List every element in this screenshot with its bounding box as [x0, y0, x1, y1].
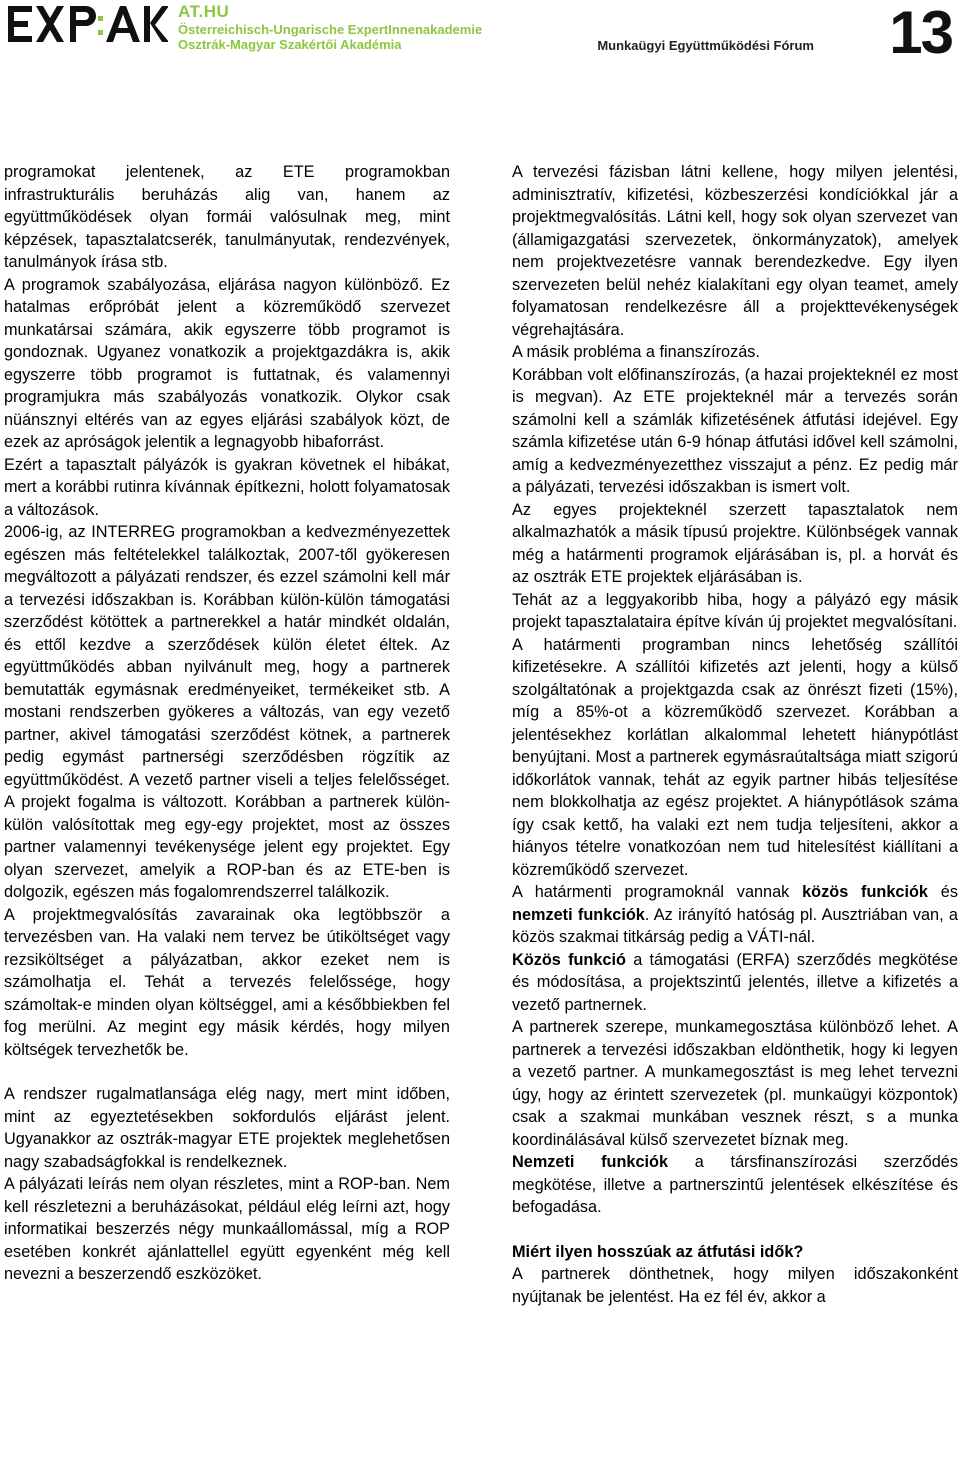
academy-name-hu: Osztrák-Magyar Szakértői Akadémia	[178, 37, 402, 52]
right-paragraph-10	[512, 1151, 958, 1219]
left-column	[4, 161, 450, 1286]
academy-name-de: Österreichisch-Ungarische ExpertInnenakademie	[178, 22, 483, 37]
right-paragraph-1: A tervezési fázisban látni kellene, hogy milyen jelentési, adminisztratív, kifizetési, közbeszerzési kondíciókkal jár a projektmegvalósítás. Látni kell, hogy sok olyan szervezet van (államigazgatási szervezetek, önkormányzatok), amelyek nem projektvezetésre vannak berendezkedve. Egy ilyen szervezeten belül nehéz kialakítani egy olyan teamet, amely folyamatosan rendelkezésre áll a projekttevékenységek végrehajtására.	[512, 163, 958, 339]
left-paragraph-7: A pályázati leírás nem olyan részletes, mint a ROP-ban. Nem kell részletezni a beruházásokat, például elég leírni azt, hogy informatikai beszerzés négy munkaállomással, míg a ROP esetében konkrét ajánlattellel együtt egyenként még kell nevezni a beszerzendő eszközöket.	[4, 1175, 450, 1283]
bold-term-national-functions: nemzeti funkciók	[512, 905, 645, 924]
forum-title: Munkaügyi Együttműködési Fórum	[597, 38, 814, 53]
right-paragraph-6: A határmenti programban nincs lehetőség szállítói kifizetésekre. A szállítói kifizetés azt jelenti, hogy a külső szolgáltatónak a projektgazda csak az önrészt fizeti (15%), míg a 85%-ot a közreműködő szervezet. Korábban a jelentésekhez korlátlan alkalommal lehetett hiánypótlást benyújtani. Most a partnerek egymásraútaltsága miatt szigorú időkorlátok vannak, tehát az egyik partner hibás teljesítése nem blokkolhatja az egész projektet. A hiánypótlások száma így csak kettő, ha valaki ezt nem tudja teljesíteni, akkor a hiányos tételre vonatkozóan nem tud hitelesítést kiállítani a közreműködő szervezet.	[512, 635, 958, 879]
question-heading: Miért ilyen hosszúak az átfutási idők?	[512, 1242, 804, 1261]
section-heading	[512, 1241, 958, 1264]
text-run: a társfinanszírozási szerződés megkötése, illetve a partnerszintű jelentések elkészítése és befogadása.	[512, 1153, 958, 1216]
left-paragraph-6: A rendszer rugalmatlansága elég nagy, mert mint időben, mint az egyeztetésekben sokfordulós eljárást jelent. Ugyanakkor az osztrák-magyar ETE projektek meglehetősen nagy szabadságfokkal is rendelkeznek.	[4, 1085, 450, 1171]
academy-title-block	[178, 2, 482, 52]
left-paragraph-4: 2006-ig, az INTERREG programokban a kedvezményezettek egészen más feltételekkel találkoztak, 2007-től gyökeresen megváltozott a pályázati rendszer, és ezzel számolni kell már a tervezési időszakban is. Korábban külön-külön támogatási szerződést kötöttek a partnerekkel a határ mindkét oldalán, és ettől kezdve a szerződések külön életet éltek. Az együttműködés abban nyilvánult meg, hogy a partnerek bemutatták egymásnak eredményeiket, termékeiket stb. A mostani rendszerben gyökeres a változás, van egy vezető partner, akivel támogatási szerződést kötnek, a partnerek pedig egymást partnerségi szerződésben rögzítik az együttműködést. A vezető partner viseli a teljes felelősséget. A projekt fogalma is változott. Korábban a partnerek külön-külön valósítottak meg egy-egy projektet, most az összes partner valamennyi tevékenysége jelent egy projektet. Egy olyan szervezet, amelyik a ROP-ban és az ETE-ben is dolgozik, egészen más fogalomrendszerrel találkozik.	[4, 523, 450, 901]
right-paragraph-7	[512, 881, 958, 949]
right-paragraph-2: A másik probléma a finanszírozás.	[512, 343, 760, 361]
bold-term-common-function: Közös funkció	[512, 950, 626, 969]
athu-label: AT.HU	[178, 2, 230, 21]
expak-logo-mark	[8, 4, 168, 44]
text-run: . Az irányító hatóság pl. Ausztriában van, a közös szakmai titkárság pedig a VÁTI-nál.	[512, 905, 958, 946]
right-paragraph-8	[512, 949, 958, 1017]
right-paragraph-11: A partnerek dönthetnek, hogy milyen időszakonként nyújtanak be jelentést. Ha ez fél év, akkor a	[512, 1265, 958, 1306]
text-run: és	[928, 883, 958, 901]
page-number: 13	[889, 0, 952, 66]
left-paragraph-3: Ezért a tapasztalt pályázók is gyakran követnek el hibákat, mert a korábbi rutinra kívánnak építkezni, holott folyamatosak a változások.	[4, 455, 450, 519]
text-run: A határmenti programoknál vannak	[512, 883, 803, 901]
page-header	[0, 0, 960, 80]
right-paragraph-4: Az egyes projekteknél szerzett tapasztalatok nem alkalmazhatók a másik típusú projektre. Különbségek vannak még a határmenti programok eljárásában is, pl. a horvát és az osztrák ETE projektek eljárásában is.	[512, 500, 958, 586]
right-paragraph-3: Korábban volt előfinanszírozás, (a hazai projekteknél ez most is megvan). Az ETE projekteknél már a tervezés során számolni kell a számlák kifizetésének átfutási idejével. Egy számla kifizetése után 6-9 hónap átfutási idővel kell számolni, amíg a kedvezményezetthez visszajut a pénz. Ez pedig már a pályázati, tervezési időszakban is ismert volt.	[512, 365, 958, 496]
right-column	[512, 161, 958, 1308]
right-paragraph-5: Tehát az a leggyakoribb hiba, hogy a pályázó egy másik projekt tapasztalataira építve kíván új projektet megvalósítani.	[512, 590, 958, 631]
left-paragraph-2: A programok szabályozása, eljárása nagyon különböző. Ez hatalmas erőpróbát jelent a közreműködő szervezet munkatársai számára, akik egyszerre több programot is gondoznak. Ugyanez vonatkozik a projektgazdákra is, akik egyszerre több programot is futtatnak, és valamennyi programjukra más szabályozás vonatkozik. Olykor csak nüánsznyi eltérés van az egyes eljárási szabályok közt, de ezek az apróságok jelentik a legnagyobb hibaforrást.	[4, 275, 450, 451]
bold-term-common-functions: közös funkciók	[802, 883, 928, 901]
bold-term-national-functions-2: Nemzeti funkciók	[512, 1153, 669, 1171]
text-run: a támogatási (ERFA) szerződés megkötése és módosítása, a projektszintű jelentés, illetve a kifizetés a vezető partnernek.	[512, 950, 958, 1014]
right-paragraph-9: A partnerek szerepe, munkamegosztása különböző lehet. A partnerek a tervezési időszakban eldönthetik, hogy ki legyen a vezető partner. A munkamegosztást is meg lehet tervezni úgy, hogy az érintett szervezetek (pl. munkaügyi központok) csak a szakmai munkában vesznek részt, s a munka koordinálásával külső szervezetet bíznak meg.	[512, 1018, 958, 1149]
left-paragraph-5: A projektmegvalósítás zavarainak oka legtöbbször a tervezésben van. Ha valaki nem tervez be útiköltséget vagy rezsiköltséget a pályázatban, akkor ezeket nem is számolhatja el. Tehát a tervezés felelőssége, hogy számoltak-e minden olyan költséggel, ami a későbbiekben fel fog merülni. Az megint egy másik kérdés, hogy milyen költségek tervezhetők be.	[4, 905, 450, 1059]
expak-logo	[8, 4, 168, 44]
left-paragraph-1: programokat jelentenek, az ETE programokban infrastrukturális beruházás alig van, hanem az együttműködések olyan formái valósulnak meg, mint képzések, tapasztalatcserék, tanulmányutak, rendezvények, tanulmányok írása stb.	[4, 163, 450, 271]
